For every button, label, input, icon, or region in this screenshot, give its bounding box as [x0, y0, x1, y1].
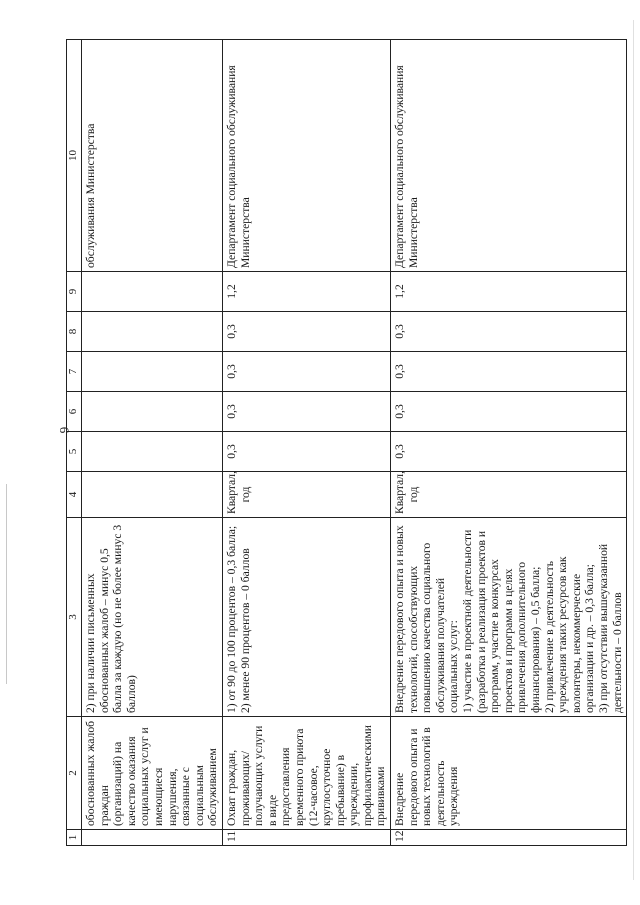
score-cell: 0,3 [222, 352, 390, 392]
score-cell [82, 392, 223, 432]
score-cell: 0,3 [391, 312, 627, 352]
scan-artifact-line [6, 484, 7, 684]
header-cell: 7 [67, 352, 82, 392]
responsible-cell: обслуживания Министерства [82, 40, 223, 272]
total-cell [82, 272, 223, 312]
period-cell: Квартал, год [222, 472, 390, 518]
table-header-row [67, 40, 82, 846]
score-cell: 0,3 [391, 432, 627, 472]
score-cell [82, 432, 223, 472]
page-number: 6 [57, 426, 72, 434]
score-cell [82, 352, 223, 392]
responsible-cell: Департамент социального обслуживания Министерства [222, 40, 390, 272]
score-cell [82, 312, 223, 352]
row-number: 12 [391, 830, 627, 846]
indicator-cell: Охват граждан, проживающих/получающих услуги в виде предоставления временного приюта (12-часовое, круглосуточное пребывание) в учреждении, профилактическими прививками [222, 717, 390, 830]
header-cell: 8 [67, 312, 82, 352]
header-cell: 2 [67, 717, 82, 830]
indicator-cell: обоснованных жалоб граждан (организаций) на качество оказания социальных услуг и имеющиеся нарушения, связанные с социальным обслуживанием [82, 717, 223, 830]
period-cell: Квартал, год [391, 472, 627, 518]
header-cell: 10 [67, 40, 82, 272]
table-row [222, 40, 390, 846]
row-number: 11 [222, 830, 390, 846]
criteria-table [66, 39, 627, 846]
period-cell [82, 472, 223, 518]
header-cell: 1 [67, 830, 82, 846]
scan-edge-line [633, 20, 634, 880]
responsible-cell: Департамент социального обслуживания Министерства [391, 40, 627, 272]
header-cell: 4 [67, 472, 82, 518]
score-cell: 0,3 [222, 312, 390, 352]
score-cell: 0,3 [222, 432, 390, 472]
score-cell: 0,3 [222, 392, 390, 432]
score-cell: 0,3 [391, 352, 627, 392]
score-cell: 0,3 [391, 392, 627, 432]
header-cell: 6 [67, 392, 82, 432]
total-cell: 1,2 [391, 272, 627, 312]
header-cell: 9 [67, 272, 82, 312]
table-row [391, 40, 627, 846]
rotated-table-wrapper [66, 40, 624, 846]
indicator-cell: Внедрение передового опыта и новых технологий в деятельность учреждения [391, 717, 627, 830]
criteria-cell: 2) при наличии письменных обоснованных жалоб – минус 0,5 балла за каждую (но не более минус 3 баллов) [82, 518, 223, 717]
row-number [82, 830, 223, 846]
document-table-region [66, 40, 624, 846]
table-row [82, 40, 223, 846]
criteria-cell: Внедрение передового опыта и новых технологий, способствующих повышению качества социального обслуживания получателей социальных услуг: 1) участие в проектной деятельности (разработка и реализация проектов и программ, участие в конкурсах проектов и программ в целях привлечения дополнительного финансирования) – 0,5 балла; 2) привлечение в деятельность учреждения таких ресурсов как волонтеры, некоммерческие организации и др. – 0,3 балла; 3) при отсутствии вышеуказанной деятельности – 0 баллов [391, 518, 627, 717]
header-cell: 3 [67, 518, 82, 717]
header-cell: 5 [67, 432, 82, 472]
criteria-cell: 1) от 90 до 100 процентов – 0,3 балла; 2) менее 90 процентов – 0 баллов [222, 518, 390, 717]
total-cell: 1,2 [222, 272, 390, 312]
